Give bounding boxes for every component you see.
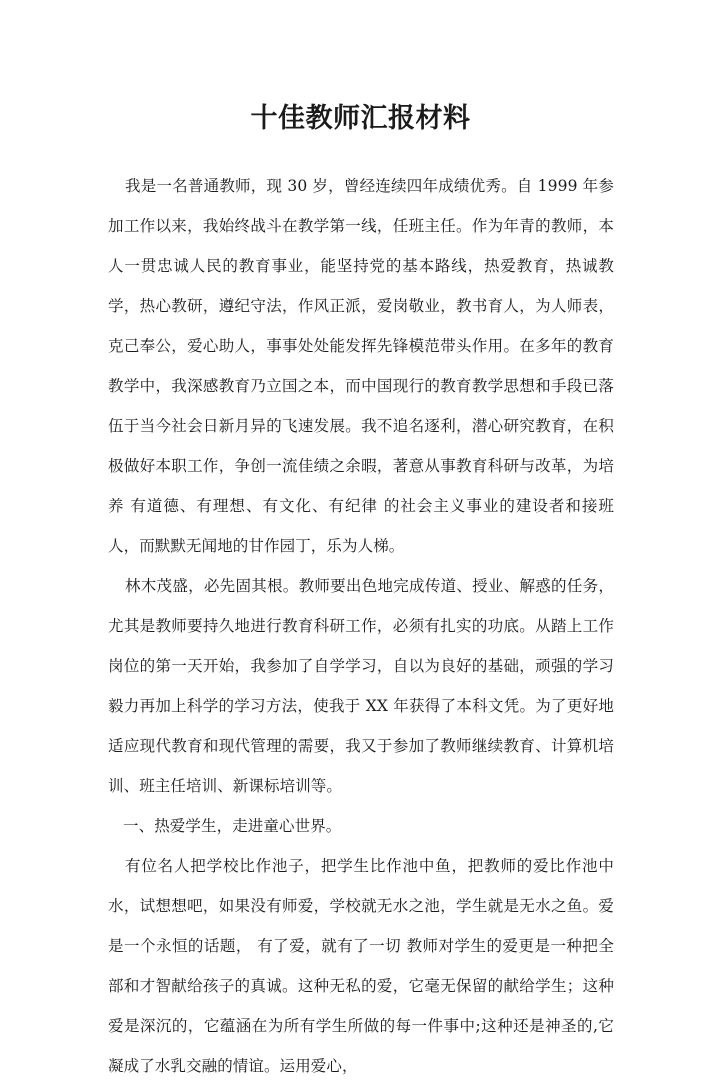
paragraph-1: 我是一名普通教师，现 30 岁，曾经连续四年成绩优秀。自 1999 年参加工作以来，我始终战斗在教学第一线，任班主任。作为年青的教师，本人一贯忠诚人民的教育事业，能坚持党的基本路线，热爱教育，热诚教学，热心教研，遵纪守法，作风正派，爱岗敬业，教书育人，为人师表，克己奉公，爱心助人，事事处处能发挥先锋模范带头作用。在多年的教育教学中，我深感教育乃立国之本，而中国现行的教育教学思想和手段已落伍于当今社会日新月异的飞速发展。我不追名逐利，潜心研究教育，在积极做好本职工作，争创一流佳绩之余暇，著意从事教育科研与改革，为培养 有道德、有理想、有文化、有纪律 的社会主义事业的建设者和接班人，而默默无闻地的甘作园丁，乐为人梯。 <box>108 177 614 555</box>
paragraph-2: 林木茂盛，必先固其根。教师要出色地完成传道、授业、解惑的任务，尤其是教师要持久地进行教育科研工作，必须有扎实的功底。从踏上工作岗位的第一天开始，我参加了自学学习，自以为良好的基础，顽强的学习毅力再加上科学的学习方法，使我于 XX 年获得了本科文凭。为了更好地适应现代教育和现代管理的需要，我又于参加了教师继续教育、计算机培训、班主任培训、新课标培训等。 <box>108 577 614 795</box>
page-title: 十佳教师汇报材料 <box>250 103 471 135</box>
document-body <box>108 166 614 1086</box>
paragraph-3: 有位名人把学校比作池子，把学生比作池中鱼，把教师的爱比作池中水，试想想吧，如果没有师爱，学校就无水之池，学生就是无水之鱼。爱是一个永恒的话题， 有了爱，就有了一切 教师对学生的爱更是一种把全部和才智献给孩子的真诚。这种无私的爱，它毫无保留的献给学生；这种爱是深沉的，它蕴涵在为所有学生所做的每一件事中;这种还是神圣的,它凝成了水乳交融的情谊。运用爱心， <box>108 857 614 1075</box>
section-heading-1: 一、热爱学生，走进童心世界。 <box>123 817 342 835</box>
